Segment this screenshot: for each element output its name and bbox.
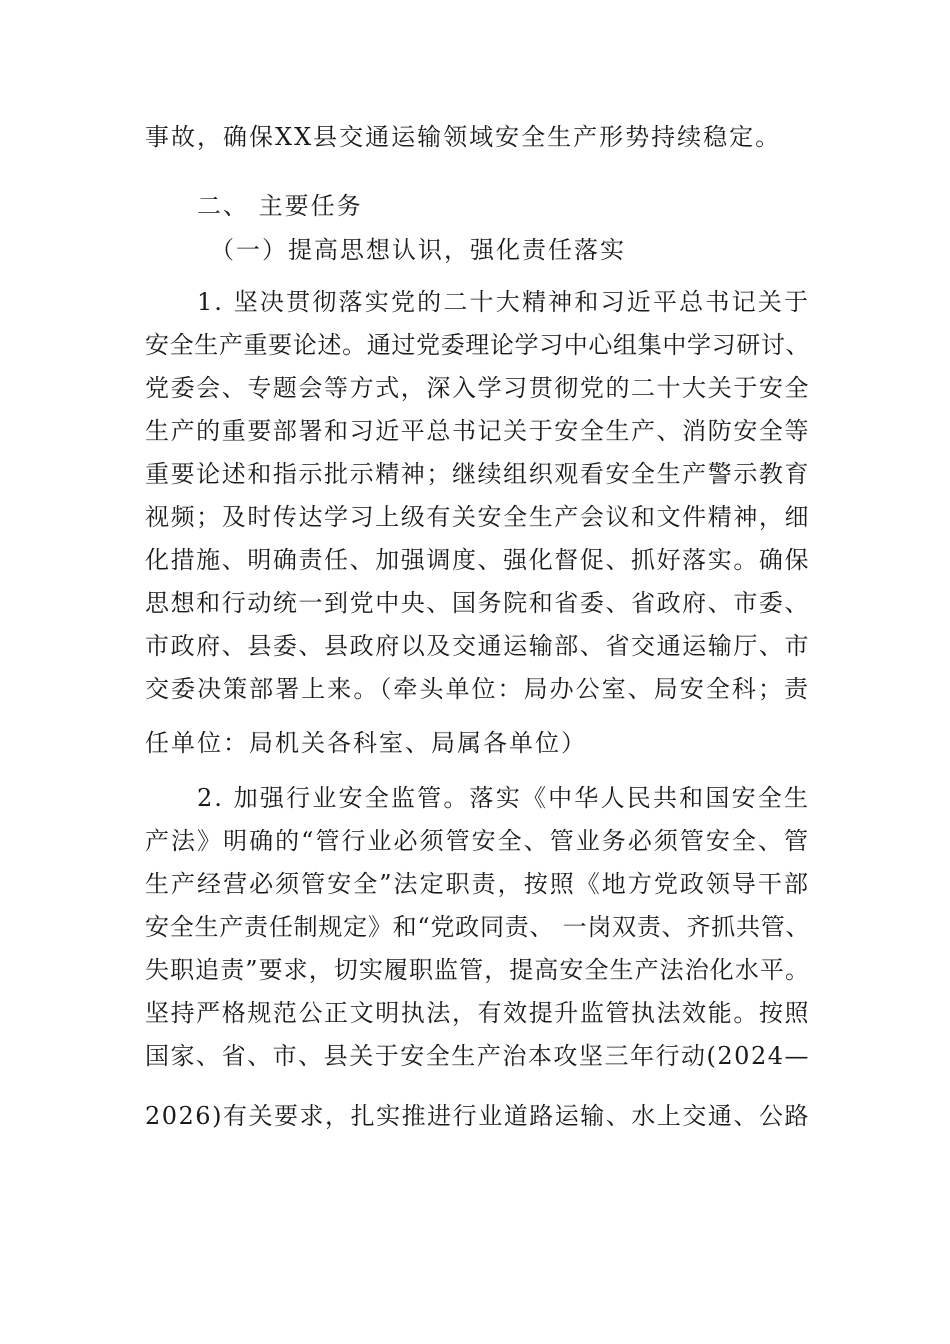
- paragraph-line: 安全生产责任制规定》和“党政同责、 一岗双责、齐抓共管、: [145, 913, 810, 941]
- paragraph-line: 生产经营必须管安全”法定职责，按照《地方党政领导干部: [145, 870, 810, 898]
- paragraph-line: 思想和行动统一到党中央、国务院和省委、省政府、市委、: [145, 589, 810, 617]
- paragraph-line: 重要论述和指示批示精神；继续组织观看安全生产警示教育: [145, 460, 810, 488]
- paragraph-line: 安全生产重要论述。通过党委理论学习中心组集中学习研讨、: [145, 331, 810, 359]
- paragraph-line: 化措施、明确责任、加强调度、强化督促、抓好落实。确保: [145, 546, 810, 574]
- paragraph-line: 生产的重要部署和习近平总书记关于安全生产、消防安全等: [145, 417, 810, 445]
- paragraph-line: 产法》明确的“管行业必须管安全、管业务必须管安全、管: [145, 827, 810, 855]
- paragraph-line: 坚持严格规范公正文明执法，有效提升监管执法效能。按照: [145, 999, 810, 1027]
- paragraph-line: 交委决策部署上来。（牵头单位：局办公室、局安全科；责: [145, 675, 810, 703]
- paragraph-line: 事故，确保XX县交通运输领域安全生产形势持续稳定。: [145, 123, 782, 151]
- paragraph-line: 任单位：局机关各科室、局属各单位）: [145, 729, 587, 757]
- paragraph-line: 2. 加强行业安全监管。落实《中华人民共和国安全生: [197, 784, 810, 812]
- paragraph-line: 2026)有关要求，扎实推进行业道路运输、水上交通、公路: [145, 1102, 810, 1130]
- paragraph-line: 党委会、专题会等方式，深入学习贯彻党的二十大关于安全: [145, 374, 810, 402]
- paragraph-line: 市政府、县委、县政府以及交通运输部、省交通运输厅、市: [145, 632, 810, 660]
- section-heading: 二、 主要任务: [197, 192, 363, 220]
- paragraph-line: 1. 坚决贯彻落实党的二十大精神和习近平总书记关于: [197, 288, 810, 316]
- paragraph-line: 视频；及时传达学习上级有关安全生产会议和文件精神，细: [145, 503, 810, 531]
- paragraph-line: 失职追责”要求，切实履职监管，提高安全生产法治化水平。: [145, 956, 810, 984]
- subsection-heading: （一）提高思想认识，强化责任落实: [210, 236, 626, 264]
- paragraph-line: 国家、省、市、县关于安全生产治本攻坚三年行动(2024—: [145, 1042, 810, 1070]
